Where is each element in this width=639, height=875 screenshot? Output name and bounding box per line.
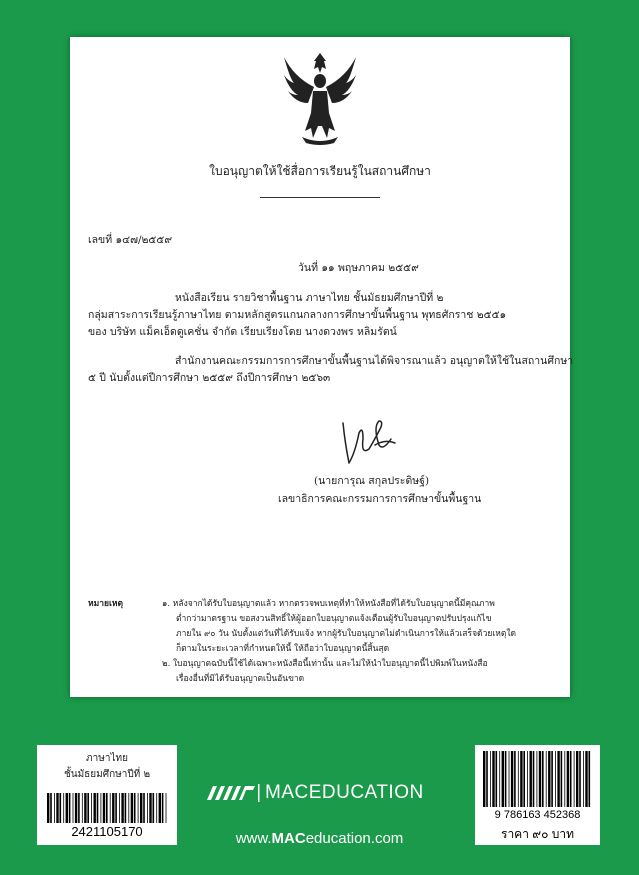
paragraph-1-line-3: ของ บริษัท แม็คเอ็ดดูเคชั่น จำกัด เรียบเรียงโดย นางดวงพร หลิมรัตน์ (88, 326, 397, 338)
document-number: เลขที่ ๑๔๗/๒๕๕๙ (88, 234, 173, 246)
website-url (0, 830, 639, 847)
note-1-line-2: ต่ำกว่ามาตรฐาน ขอสงวนสิทธิ์ให้ผู้ออกใบอนุญาตแจ้งเตือนผู้รับใบอนุญาตปรับปรุงแก้ไข (176, 614, 492, 624)
isbn-number: 9 786163 452368 (494, 809, 581, 821)
document-date: วันที่ ๑๑ พฤษภาคม ๒๕๕๙ (298, 262, 419, 274)
paragraph-2-line-2: ๕ ปี นับตั้งแต่ปีการศึกษา ๒๕๕๙ ถึงปีการศึกษา ๒๕๖๓ (88, 372, 331, 384)
note-2-line-1: ๒. ใบอนุญาตฉบับนี้ใช้ได้เฉพาะหนังสือนี้เท่านั้น และไม่ให้นำใบอนุญาตนี้ไปพิมพ์ในหนังสือ (162, 659, 488, 669)
title-underline (260, 197, 380, 198)
remarks-label: หมายเหตุ (88, 599, 123, 609)
mac-education-logo (205, 780, 445, 808)
logo-text: MACEDUCATION (265, 782, 424, 803)
note-1-line-3: ภายใน ๙๐ วัน นับตั้งแต่วันที่ได้รับแจ้ง หากผู้รับใบอนุญาตไม่ดำเนินการให้แล้วเสร็จด้วยเหตุใด (176, 629, 517, 639)
isbn-barcode-icon (481, 751, 594, 807)
note-1-line-4: ก็ตามในระยะเวลาที่กำหนดให้นี้ ให้ถือว่าใบอนุญาตนี้สิ้นสุด (176, 644, 390, 654)
website-suffix: education.com (305, 830, 404, 847)
product-code: 2421105170 (71, 824, 143, 839)
garuda-emblem-icon (280, 47, 360, 147)
document-title: ใบอนุญาตให้ใช้สื่อการเรียนรู้ในสถานศึกษา (209, 164, 431, 178)
mac-logo-mark-icon (205, 784, 261, 802)
paragraph-1-line-2: กลุ่มสาระการเรียนรู้ภาษาไทย ตามหลักสูตรแกนกลางการศึกษาขั้นพื้นฐาน พุทธศักราช ๒๕๕๑ (88, 309, 507, 321)
website-prefix: www. (235, 830, 272, 847)
grade-level: ชั้นมัธยมศึกษาปีที่ ๒ (63, 769, 151, 780)
signer-name: (นายการุณ สกุลประดิษฐ์) (314, 475, 430, 487)
subject-name: ภาษาไทย (86, 753, 128, 764)
paragraph-2-line-1: สำนักงานคณะกรรมการการศึกษาขั้นพื้นฐานได้พิจารณาแล้ว อนุญาตให้ใช้ในสถานศึกษา (175, 355, 574, 367)
product-barcode-icon (45, 793, 169, 823)
paragraph-1-line-1: หนังสือเรียน รายวิชาพื้นฐาน ภาษาไทย ชั้นมัธยมศึกษาปีที่ ๒ (175, 292, 444, 304)
note-2-line-2: เรื่องอื่นที่มิได้รับอนุญาตเป็นอันขาด (176, 674, 305, 684)
license-document (70, 37, 574, 697)
signer-title: เลขาธิการคณะกรรมการการศึกษาขั้นพื้นฐาน (278, 493, 482, 505)
website-bold: MAC (271, 830, 306, 847)
signature (335, 415, 405, 475)
note-1-line-1: ๑. หลังจากได้รับใบอนุญาตแล้ว หากตรวจพบเหตุที่ทำให้หนังสือที่ได้รับใบอนุญาตนี้มีคุณภาพ (162, 599, 495, 609)
price: ราคา ๙๐ บาท (501, 827, 574, 841)
